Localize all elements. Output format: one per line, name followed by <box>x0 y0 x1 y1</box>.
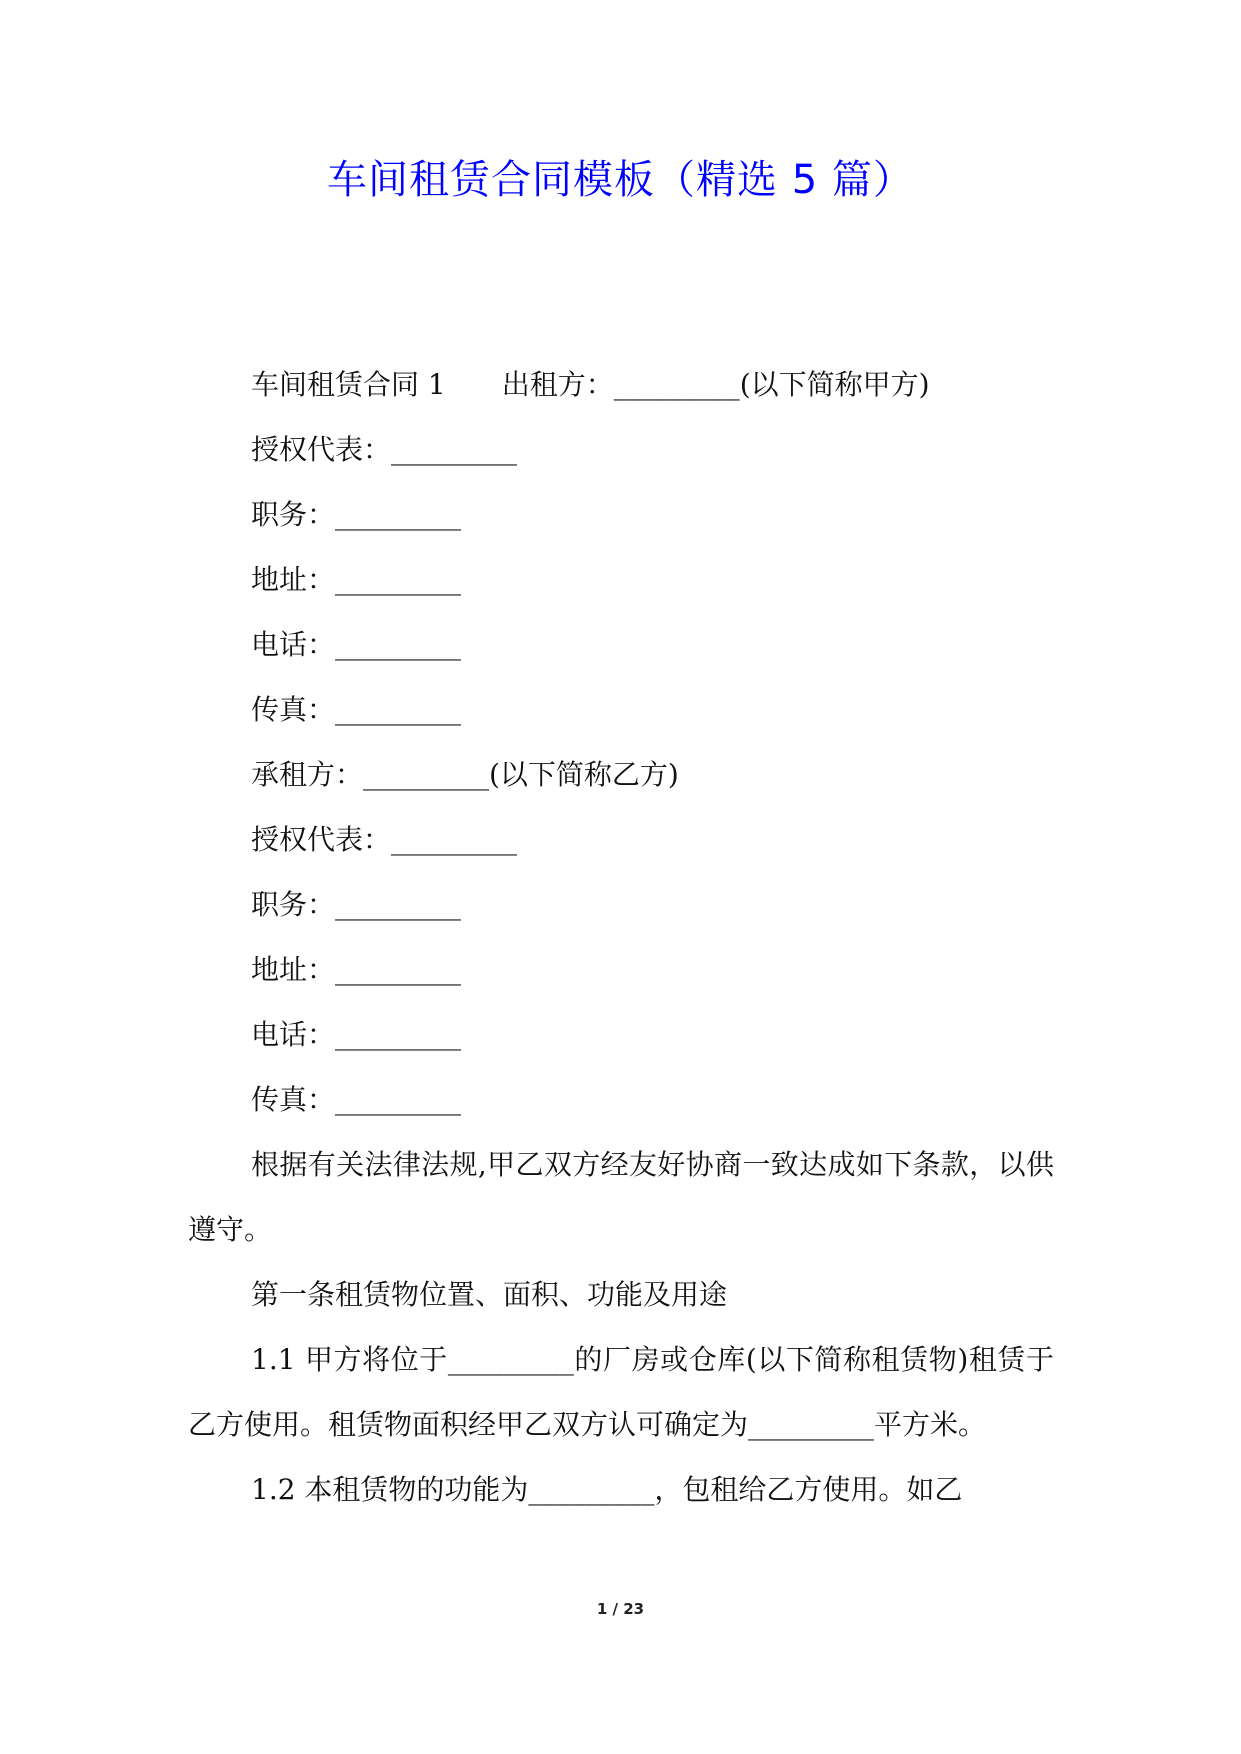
paragraph-lessee-heading: 承租方：_________(以下简称乙方) <box>251 758 679 791</box>
paragraph-lessee-fax: 传真：_________ <box>251 1083 462 1116</box>
paragraph-lessor-representative: 授权代表：_________ <box>251 433 518 466</box>
paragraph-clause-1-2: 1.2 本租赁物的功能为_________，包租给乙方使用。如乙 <box>251 1473 963 1506</box>
paragraph-lessor-fax: 传真：_________ <box>251 693 462 726</box>
paragraph-lessee-representative: 授权代表：_________ <box>251 823 518 856</box>
page-number: 1 / 23 <box>596 1600 645 1618</box>
paragraph-lessor-address: 地址：_________ <box>251 563 462 596</box>
paragraph-lessor-position: 职务：_________ <box>251 498 462 531</box>
paragraph-lessee-address: 地址：_________ <box>251 953 462 986</box>
document-title: 车间租赁合同模板（精选 5 篇） <box>327 157 914 203</box>
paragraph-lessor-phone: 电话：_________ <box>251 628 462 661</box>
paragraph-clause-1-1: 1.1 甲方将位于_________的厂房或仓库(以下简称租赁物)租赁于乙方使用。租赁物面积经甲乙双方认可确定为_________平方米。 <box>188 1343 1054 1441</box>
paragraph-lessee-position: 职务：_________ <box>251 888 462 921</box>
paragraph-lessor-heading: 车间租赁合同 1 出租方：_________(以下简称甲方) <box>251 368 930 401</box>
paragraph-lessee-phone: 电话：_________ <box>251 1018 462 1051</box>
paragraph-agreement-preamble: 根据有关法律法规,甲乙双方经友好协商一致达成如下条款，以供遵守。 <box>188 1148 1054 1246</box>
paragraph-article-1-heading: 第一条租赁物位置、面积、功能及用途 <box>251 1278 728 1311</box>
document-body <box>188 352 1054 1522</box>
